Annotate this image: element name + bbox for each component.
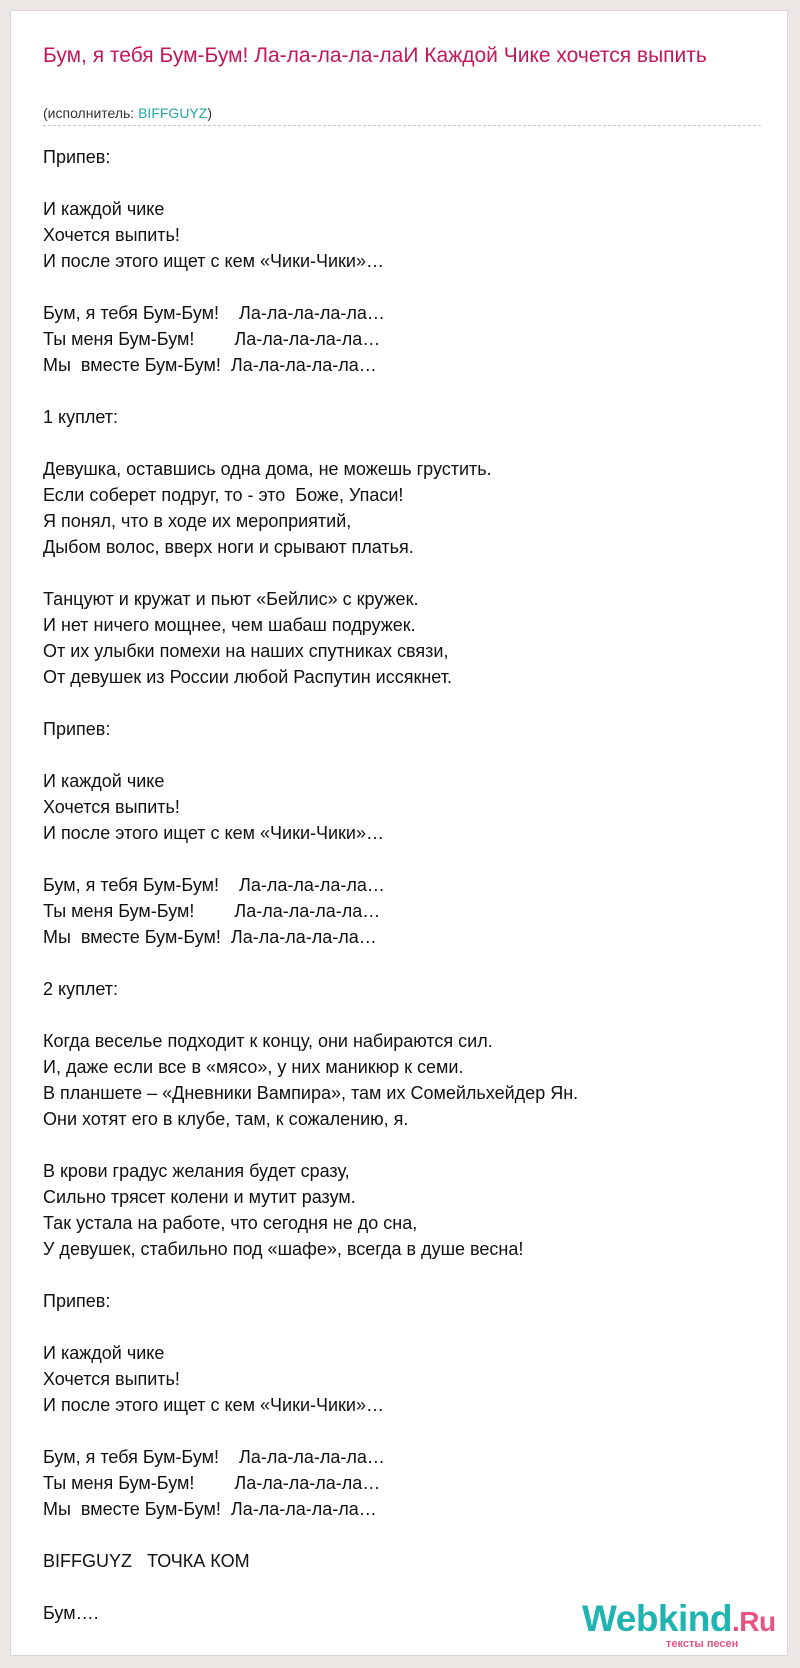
lyric-blank-line xyxy=(43,1314,763,1340)
logo-tld: .Ru xyxy=(732,1606,776,1637)
lyric-line: Так устала на работе, что сегодня не до сна, xyxy=(43,1213,418,1233)
lyric-line: И после этого ищет с кем «Чики-Чики»… xyxy=(43,1395,384,1415)
lyric-line: Девушка, оставшись одна дома, не можешь грустить. xyxy=(43,459,492,479)
lyric-line: Сильно трясет колени и мутит разум. xyxy=(43,1187,356,1207)
lyric-blank-line xyxy=(43,742,763,768)
lyric-line: В крови градус желания будет сразу, xyxy=(43,1161,350,1181)
lyric-blank-line xyxy=(43,1574,763,1600)
lyric-line: Бум…. xyxy=(43,1603,99,1623)
logo-tagline: тексты песен xyxy=(666,1638,739,1650)
site-logo[interactable] xyxy=(582,1598,782,1658)
lyric-blank-line xyxy=(43,274,763,300)
lyric-line: От девушек из России любой Распутин иссякнет. xyxy=(43,667,452,687)
lyric-line: И после этого ищет с кем «Чики-Чики»… xyxy=(43,251,384,271)
title-divider xyxy=(43,125,761,126)
lyric-line: 2 куплет: xyxy=(43,979,118,999)
lyric-line: И каждой чике xyxy=(43,771,165,791)
lyric-blank-line xyxy=(43,690,763,716)
artist-link[interactable]: BIFFGUYZ xyxy=(138,105,208,121)
artist-line xyxy=(43,104,212,122)
lyric-blank-line xyxy=(43,1418,763,1444)
lyric-line: 1 куплет: xyxy=(43,407,118,427)
lyric-line: Хочется выпить! xyxy=(43,225,180,245)
lyrics-page xyxy=(10,10,788,1656)
lyric-line: Припев: xyxy=(43,1291,111,1311)
lyric-line: И каждой чике xyxy=(43,199,165,219)
lyric-blank-line xyxy=(43,1522,763,1548)
lyric-line: И после этого ищет с кем «Чики-Чики»… xyxy=(43,823,384,843)
lyric-blank-line xyxy=(43,170,763,196)
lyric-line: Припев: xyxy=(43,719,111,739)
lyric-blank-line xyxy=(43,1262,763,1288)
lyrics-text xyxy=(43,144,763,1626)
lyric-line: Танцуют и кружат и пьют «Бейлис» с кружек. xyxy=(43,589,419,609)
lyric-line: Бум, я тебя Бум-Бум! Ла-ла-ла-ла-ла… xyxy=(43,1447,385,1467)
lyric-line: И каждой чике xyxy=(43,1343,165,1363)
lyric-line: Если соберет подруг, то - это Боже, Упаси! xyxy=(43,485,404,505)
artist-suffix: ) xyxy=(207,105,212,121)
lyric-line: Бум, я тебя Бум-Бум! Ла-ла-ла-ла-ла… xyxy=(43,875,385,895)
lyric-blank-line xyxy=(43,560,763,586)
lyric-blank-line xyxy=(43,846,763,872)
lyric-blank-line xyxy=(43,1002,763,1028)
lyric-line: Бум, я тебя Бум-Бум! Ла-ла-ла-ла-ла… xyxy=(43,303,385,323)
lyric-line: BIFFGUYZ ТОЧКА КОМ xyxy=(43,1551,250,1571)
lyric-line: У девушек, стабильно под «шафе», всегда в душе весна! xyxy=(43,1239,524,1259)
logo-word: Webkind xyxy=(582,1598,732,1639)
lyric-blank-line xyxy=(43,1132,763,1158)
lyric-line: Я понял, что в ходе их мероприятий, xyxy=(43,511,352,531)
lyric-blank-line xyxy=(43,950,763,976)
lyric-line: В планшете – «Дневники Вампира», там их Сомейльхейдер Ян. xyxy=(43,1083,579,1103)
lyric-line: Припев: xyxy=(43,147,111,167)
lyric-line: Дыбом волос, вверх ноги и срывают платья. xyxy=(43,537,414,557)
lyric-line: И, даже если все в «мясо», у них маникюр к семи. xyxy=(43,1057,464,1077)
lyric-line: Ты меня Бум-Бум! Ла-ла-ла-ла-ла… xyxy=(43,1473,381,1493)
lyric-line: Они хотят его в клубе, там, к сожалению, я. xyxy=(43,1109,409,1129)
lyric-line: От их улыбки помехи на наших спутниках связи, xyxy=(43,641,449,661)
lyric-line: Мы вместе Бум-Бум! Ла-ла-ла-ла-ла… xyxy=(43,1499,377,1519)
lyric-line: Мы вместе Бум-Бум! Ла-ла-ла-ла-ла… xyxy=(43,355,377,375)
lyric-line: Когда веселье подходит к концу, они набираются сил. xyxy=(43,1031,493,1051)
lyric-line: И нет ничего мощнее, чем шабаш подружек. xyxy=(43,615,416,635)
lyric-line: Хочется выпить! xyxy=(43,797,180,817)
lyric-line: Ты меня Бум-Бум! Ла-ла-ла-ла-ла… xyxy=(43,901,381,921)
lyric-line: Ты меня Бум-Бум! Ла-ла-ла-ла-ла… xyxy=(43,329,381,349)
lyric-blank-line xyxy=(43,430,763,456)
artist-prefix: (исполнитель: xyxy=(43,105,139,121)
logo-wordmark xyxy=(582,1598,776,1643)
lyric-line: Хочется выпить! xyxy=(43,1369,180,1389)
lyric-blank-line xyxy=(43,378,763,404)
lyric-line: Мы вместе Бум-Бум! Ла-ла-ла-ла-ла… xyxy=(43,927,377,947)
song-title: Бум, я тебя Бум-Бум! Ла-ла-ла-ла-лаИ Каждой Чике хочется выпить xyxy=(43,44,707,67)
